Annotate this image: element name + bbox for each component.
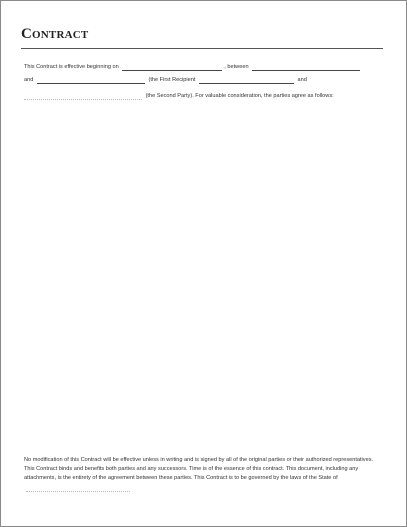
and-label: and (24, 77, 34, 83)
contract-line-effective-date (24, 63, 362, 71)
document-title: Contract (21, 26, 89, 42)
contract-line-parties (24, 76, 307, 84)
contract-line-second-party (24, 92, 334, 100)
effective-date-label: This Contract is effective beginning on (24, 64, 119, 70)
first-recipient-label: (the First Recipient (148, 77, 196, 83)
terms-text: No modification of this Contract will be effective unless in writing and is signed by all of the original parties or their authorized representatives. This Contract binds and benefits both parties and any successors. Time is of the essence of this contract. This document, including any attachments, is the entirety of the agreement between these parties. This Contract is to be governed by the laws of the State of (24, 457, 374, 481)
first-recipient-field[interactable] (199, 77, 294, 84)
between-label: , between (224, 64, 249, 70)
party-a-address-field[interactable] (37, 77, 145, 84)
second-party-field[interactable] (24, 93, 142, 100)
party-a-name-field[interactable] (252, 64, 360, 71)
governing-state-field[interactable] (26, 485, 130, 492)
contract-terms-paragraph (24, 456, 378, 492)
second-party-label: (the Second Party). For valuable consideration, the parties agree as follows: (145, 93, 334, 99)
effective-date-field[interactable] (122, 64, 222, 71)
title-divider (21, 48, 383, 49)
and-label-2: and (297, 77, 307, 83)
